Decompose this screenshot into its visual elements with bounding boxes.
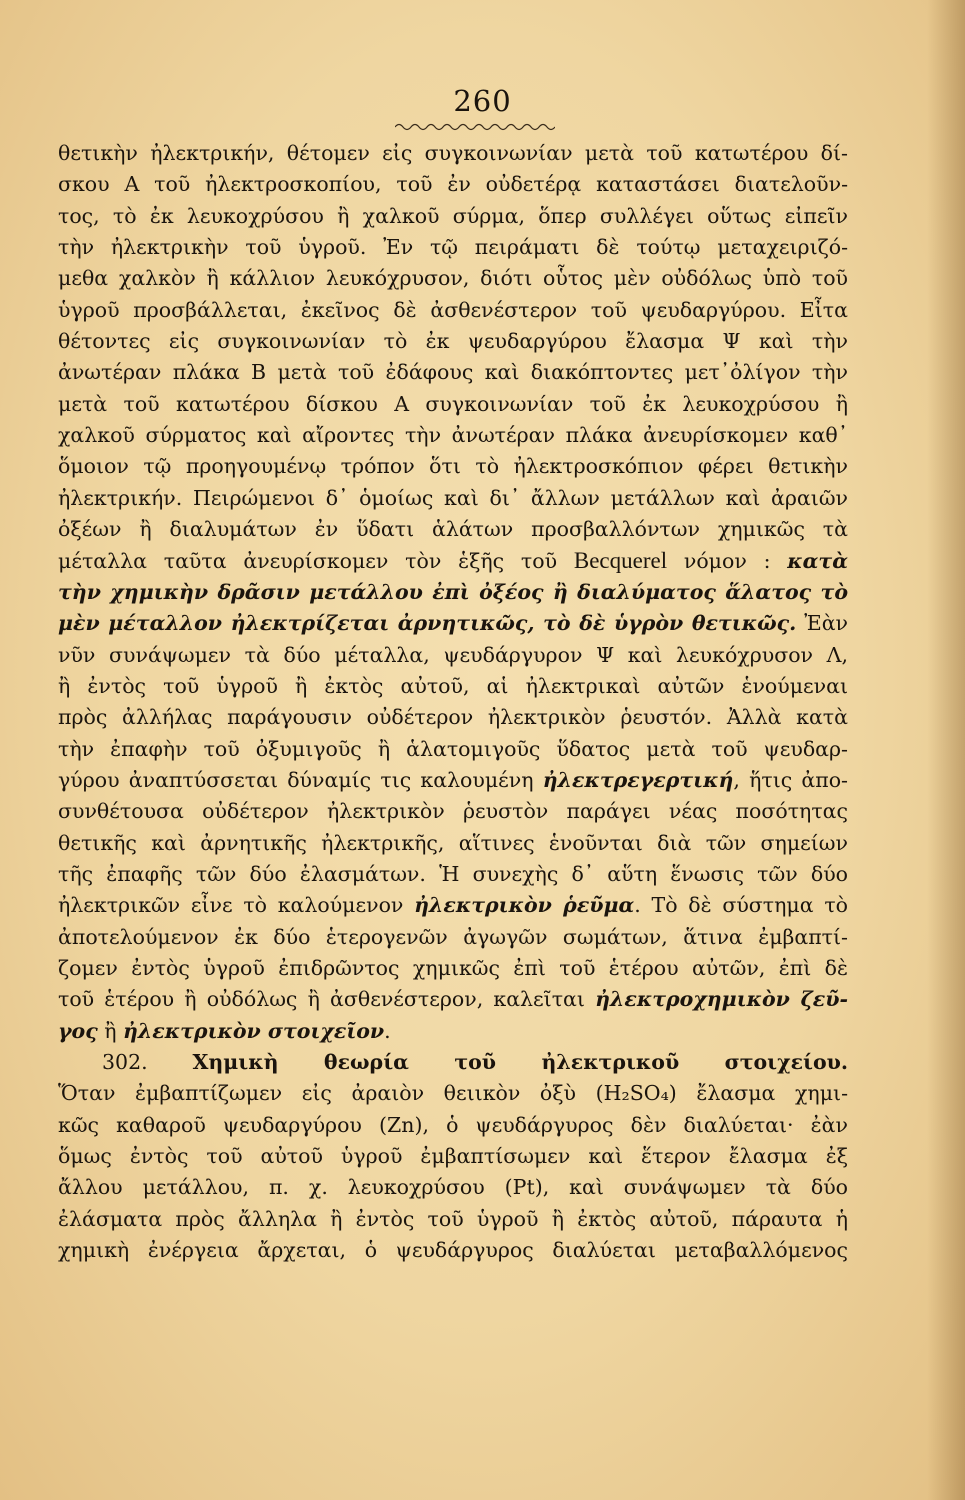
text-line bbox=[58, 577, 848, 608]
text-segment: . Τὸ δὲ σύστημα τὸ bbox=[634, 893, 848, 918]
text-line bbox=[58, 1016, 848, 1047]
emphasized-text: τὴν χημικὴν δρᾶσιν μετάλλου ἐπὶ ὀξέος ἢ διαλύματος ἅλατος τὸ bbox=[58, 579, 848, 604]
text-line bbox=[58, 608, 848, 639]
page-edge-shadow bbox=[927, 0, 965, 1500]
text-segment: ἐλάσματα πρὸς ἄλληλα ἢ ἐντὸς τοῦ ὑγροῦ ἢ ἐκτὸς αὐτοῦ, πάραυτα ἡ bbox=[58, 1206, 848, 1231]
text-line bbox=[58, 389, 848, 420]
text-line bbox=[58, 545, 848, 576]
text-line bbox=[58, 514, 848, 545]
text-line bbox=[58, 702, 848, 733]
text-segment: κῶς καθαροῦ ψευδαργύρου (Zn), ὁ ψευδάργυρος δὲν διαλύεται· ἐὰν bbox=[58, 1112, 848, 1137]
text-line bbox=[58, 1172, 848, 1203]
text-segment: ὅμως ἐντὸς τοῦ αὐτοῦ ὑγροῦ ἐμβαπτίσωμεν καὶ ἕτερον ἔλασμα ἐξ bbox=[58, 1144, 848, 1168]
emphasized-text: μὲν μέταλλον ἠλεκτρίζεται ἀρνητικῶς, τὸ δὲ ὑγρὸν θετικῶς. bbox=[58, 611, 797, 636]
emphasized-text: ἠλεκτροχημικὸν ζεῦ- bbox=[595, 987, 848, 1012]
text-segment: νῦν συνάψωμεν τὰ δύο μέταλλα, ψευδάργυρον Ψ καὶ λευκόχρυσον Λ, bbox=[58, 642, 848, 667]
text-line bbox=[58, 953, 848, 984]
text-segment: γύρου ἀναπτύσσεται δύναμίς τις καλουμένη bbox=[58, 767, 543, 792]
text-line bbox=[58, 922, 848, 953]
text-line bbox=[58, 138, 848, 169]
text-segment: , ἥτις ἀπο- bbox=[733, 767, 848, 792]
text-line bbox=[58, 201, 848, 232]
text-segment: ἠλεκτρικήν. Πειρώμενοι δ᾽ ὁμοίως καὶ δι᾽ ἄλλων μετάλλων καὶ ἀραιῶν bbox=[58, 485, 848, 510]
text-line bbox=[58, 859, 848, 890]
text-line bbox=[58, 828, 848, 859]
text-segment: . bbox=[384, 1018, 391, 1043]
text-segment: ἢ ἐντὸς τοῦ ὑγροῦ ἢ ἐκτὸς αὐτοῦ, αἱ ἠλεκτρικαὶ αὐτῶν ἑνούμεναι bbox=[58, 673, 848, 698]
text-line bbox=[58, 1078, 848, 1109]
text-line bbox=[58, 483, 848, 514]
text-segment: ἀποτελούμενον ἐκ δύο ἑτερογενῶν ἀγωγῶν σωμάτων, ἅτινα ἐμβαπτί- bbox=[58, 924, 848, 949]
body-text bbox=[58, 138, 848, 1266]
text-line bbox=[58, 734, 848, 765]
section-heading: Χημικὴ θεωρία τοῦ ἠλεκτρικοῦ στοιχείου. bbox=[192, 1049, 848, 1074]
text-line bbox=[58, 890, 848, 921]
text-segment: τοῦ ἑτέρου ἢ οὐδόλως ἢ ἀσθενέστερον, καλεῖται bbox=[58, 987, 596, 1012]
text-segment: Ὅταν ἐμβαπτίζωμεν εἰς ἀραιὸν θειικὸν ὀξὺ (H₂SO₄) ἔλασμα χημι- bbox=[58, 1081, 848, 1106]
text-segment: τῆς ἐπαφῆς τῶν δύο ἐλασμάτων. Ἡ συνεχὴς δ᾽ αὕτη ἕνωσις τῶν δύο bbox=[58, 861, 848, 886]
text-segment: ζομεν ἐντὸς ὑγροῦ ἐπιδρῶντος χημικῶς ἐπὶ τοῦ ἑτέρου αὐτῶν, ἐπὶ δὲ bbox=[58, 955, 848, 980]
page-number: 260 bbox=[453, 84, 512, 118]
text-line bbox=[58, 295, 848, 326]
text-segment: συνθέτουσα οὐδέτερον ἠλεκτρικὸν ῥευστὸν παράγει νέας ποσότητας bbox=[58, 799, 848, 824]
text-segment: ὀξέων ἢ διαλυμάτων ἐν ὕδατι ἁλάτων προσβαλλόντων χημικῶς τὰ bbox=[58, 517, 848, 542]
emphasized-text: ἠλεκτρικὸν ῥεῦμα bbox=[414, 893, 635, 918]
text-segment: ὅμοιον τῷ προηγουμένῳ τρόπον ὅτι τὸ ἠλεκτροσκόπιον φέρει θετικὴν bbox=[58, 454, 848, 479]
text-segment: θετικῆς καὶ ἀρνητικῆς ἠλεκτρικῆς, αἵτινες ἑνοῦνται διὰ τῶν σημείων bbox=[58, 830, 848, 855]
text-line bbox=[58, 796, 848, 827]
text-line bbox=[58, 984, 848, 1015]
text-segment: σκου Α τοῦ ἠλεκτροσκοπίου, τοῦ ἐν οὐδετέρᾳ καταστάσει διατελοῦν- bbox=[58, 172, 848, 197]
text-line bbox=[58, 357, 848, 388]
text-line bbox=[58, 263, 848, 294]
text-segment: θέτοντες εἰς συγκοινωνίαν τὸ ἐκ ψευδαργύρου ἔλασμα Ψ καὶ τὴν bbox=[58, 329, 848, 354]
text-segment: μεθα χαλκὸν ἢ κάλλιον λευκόχρυσον, διότι οὗτος μὲν οὐδόλως ὑπὸ τοῦ bbox=[58, 266, 848, 291]
text-line bbox=[58, 326, 848, 357]
text-segment: ἠλεκτρικῶν εἶνε τὸ καλούμενον bbox=[58, 893, 415, 918]
text-segment: θετικὴν ἠλεκτρικήν, θέτομεν εἰς συγκοινωνίαν μετὰ τοῦ κατωτέρου δί- bbox=[58, 141, 848, 165]
emphasized-text: ἠλεκτρικὸν στοιχεῖον bbox=[123, 1018, 385, 1043]
text-line bbox=[58, 169, 848, 200]
text-segment: Becquerel bbox=[573, 548, 668, 574]
text-segment: ὑγροῦ προσβάλλεται, ἐκεῖνος δὲ ἀσθενέστερον τοῦ ψευδαργύρου. Εἶτα bbox=[58, 297, 848, 322]
text-line bbox=[58, 1141, 848, 1172]
emphasized-text: ἠλεκτρεγερτική bbox=[542, 767, 734, 792]
section-heading-line bbox=[58, 1047, 848, 1078]
text-line bbox=[58, 671, 848, 702]
text-segment: ἢ bbox=[97, 1018, 124, 1043]
text-segment: τὴν ἠλεκτρικὴν τοῦ ὑγροῦ. Ἐν τῷ πειράματι δὲ τούτῳ μεταχειριζό- bbox=[58, 235, 848, 260]
text-segment: χαλκοῦ σύρματος καὶ αἴροντες τὴν ἀνωτέραν πλάκα ἀνευρίσκομεν καθ᾽ bbox=[58, 423, 848, 448]
emphasized-text: γος bbox=[58, 1018, 98, 1043]
text-line bbox=[58, 1235, 848, 1266]
emphasized-text: κατὰ bbox=[787, 549, 848, 574]
text-segment: ἄλλου μετάλλου, π. χ. λευκοχρύσου (Pt), καὶ συνάψωμεν τὰ δύο bbox=[58, 1175, 848, 1200]
text-segment: 302. bbox=[102, 1049, 193, 1074]
text-segment: νόμον : bbox=[667, 549, 788, 574]
text-line bbox=[58, 232, 848, 263]
text-segment: χημικὴ ἐνέργεια ἄρχεται, ὁ ψευδάργυρος διαλύεται μεταβαλλόμενος bbox=[58, 1238, 848, 1263]
text-segment: τος, τὸ ἐκ λευκοχρύσου ἢ χαλκοῦ σύρμα, ὅπερ συλλέγει οὕτως εἰπεῖν bbox=[58, 203, 848, 228]
text-segment: ἀνωτέραν πλάκα Β μετὰ τοῦ ἐδάφους καὶ διακόπτοντες μετ᾽ὀλίγον τὴν bbox=[58, 360, 848, 385]
text-segment: τὴν ἐπαφὴν τοῦ ὀξυμιγοῦς ἢ ἁλατομιγοῦς ὕδατος μετὰ τοῦ ψευδαρ- bbox=[58, 736, 848, 761]
text-line bbox=[58, 420, 848, 451]
text-line bbox=[58, 765, 848, 796]
wavy-ornament bbox=[395, 122, 555, 132]
text-line bbox=[58, 640, 848, 671]
text-line bbox=[58, 1110, 848, 1141]
text-line bbox=[58, 451, 848, 482]
text-segment: μετὰ τοῦ κατωτέρου δίσκου Α συγκοινωνίαν τοῦ ἐκ λευκοχρύσου ἢ bbox=[58, 391, 848, 416]
text-segment: μέταλλα ταῦτα ἀνευρίσκομεν τὸν ἑξῆς τοῦ bbox=[58, 549, 574, 574]
text-segment: Ἐὰν bbox=[796, 611, 848, 636]
text-segment: πρὸς ἀλλήλας παράγουσιν οὐδέτερον ἠλεκτρικὸν ῥευστόν. Ἀλλὰ κατὰ bbox=[58, 705, 848, 730]
text-line bbox=[58, 1204, 848, 1235]
